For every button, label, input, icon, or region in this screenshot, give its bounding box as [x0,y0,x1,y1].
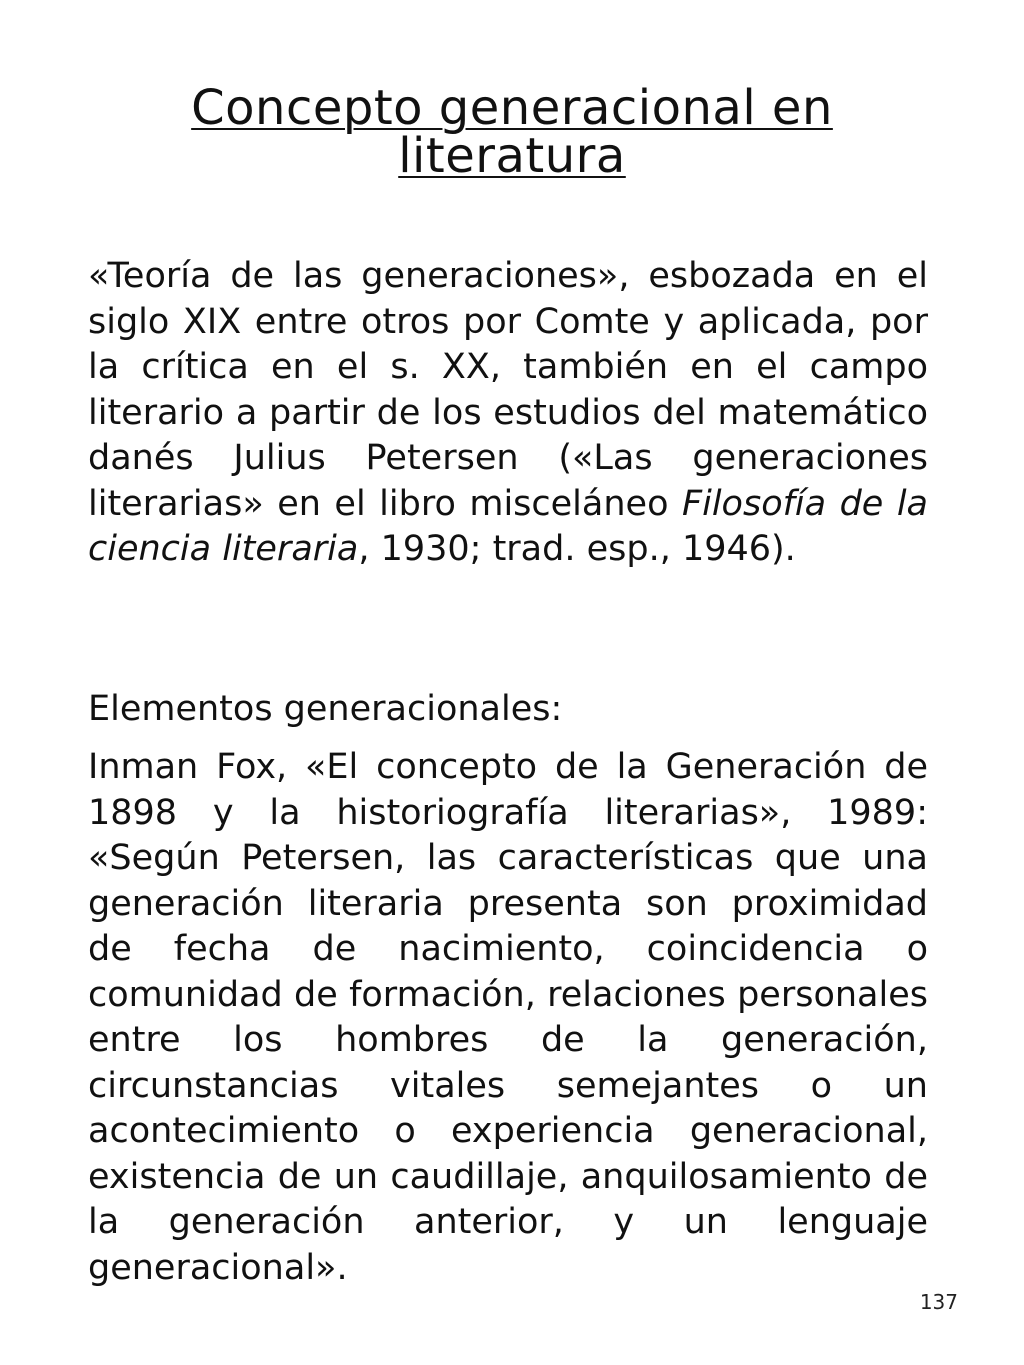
paragraph-text: «Teoría de las generaciones», esbozada en el siglo XIX entre otros por Comte y aplicada, por la crítica en el s. XX, también en el campo literario a partir de los estudios del matemático danés Julius Petersen («Las generaciones literarias» en el libro misceláneo [88,256,928,524]
page-number: 137 [919,1290,958,1314]
section-heading-generational-elements: Elementos generacionales: [88,689,563,729]
paragraph-text: , 1930; trad. esp., 1946). [358,529,796,569]
paragraph-theory-of-generations [88,254,928,573]
book-title: Filosofía de la ciencia literaria [88,483,928,569]
page-title: Concepto generacional en literatura [191,80,833,184]
paragraph-fox-quote: Inman Fox, «El concepto de la Generación de 1898 y la historiografía literarias», 1989: «Según Petersen, las características que una generación literaria presenta son proximidad de fecha de nacimiento, coincidencia o comunidad de formación, relaciones personales entre los hombres de la generación, circunstancias vitales semejantes o un acontecimiento o experiencia generacional, existencia de un caudillaje, anquilosamiento de la generación anterior, y un lenguaje generacional». [88,747,928,1288]
